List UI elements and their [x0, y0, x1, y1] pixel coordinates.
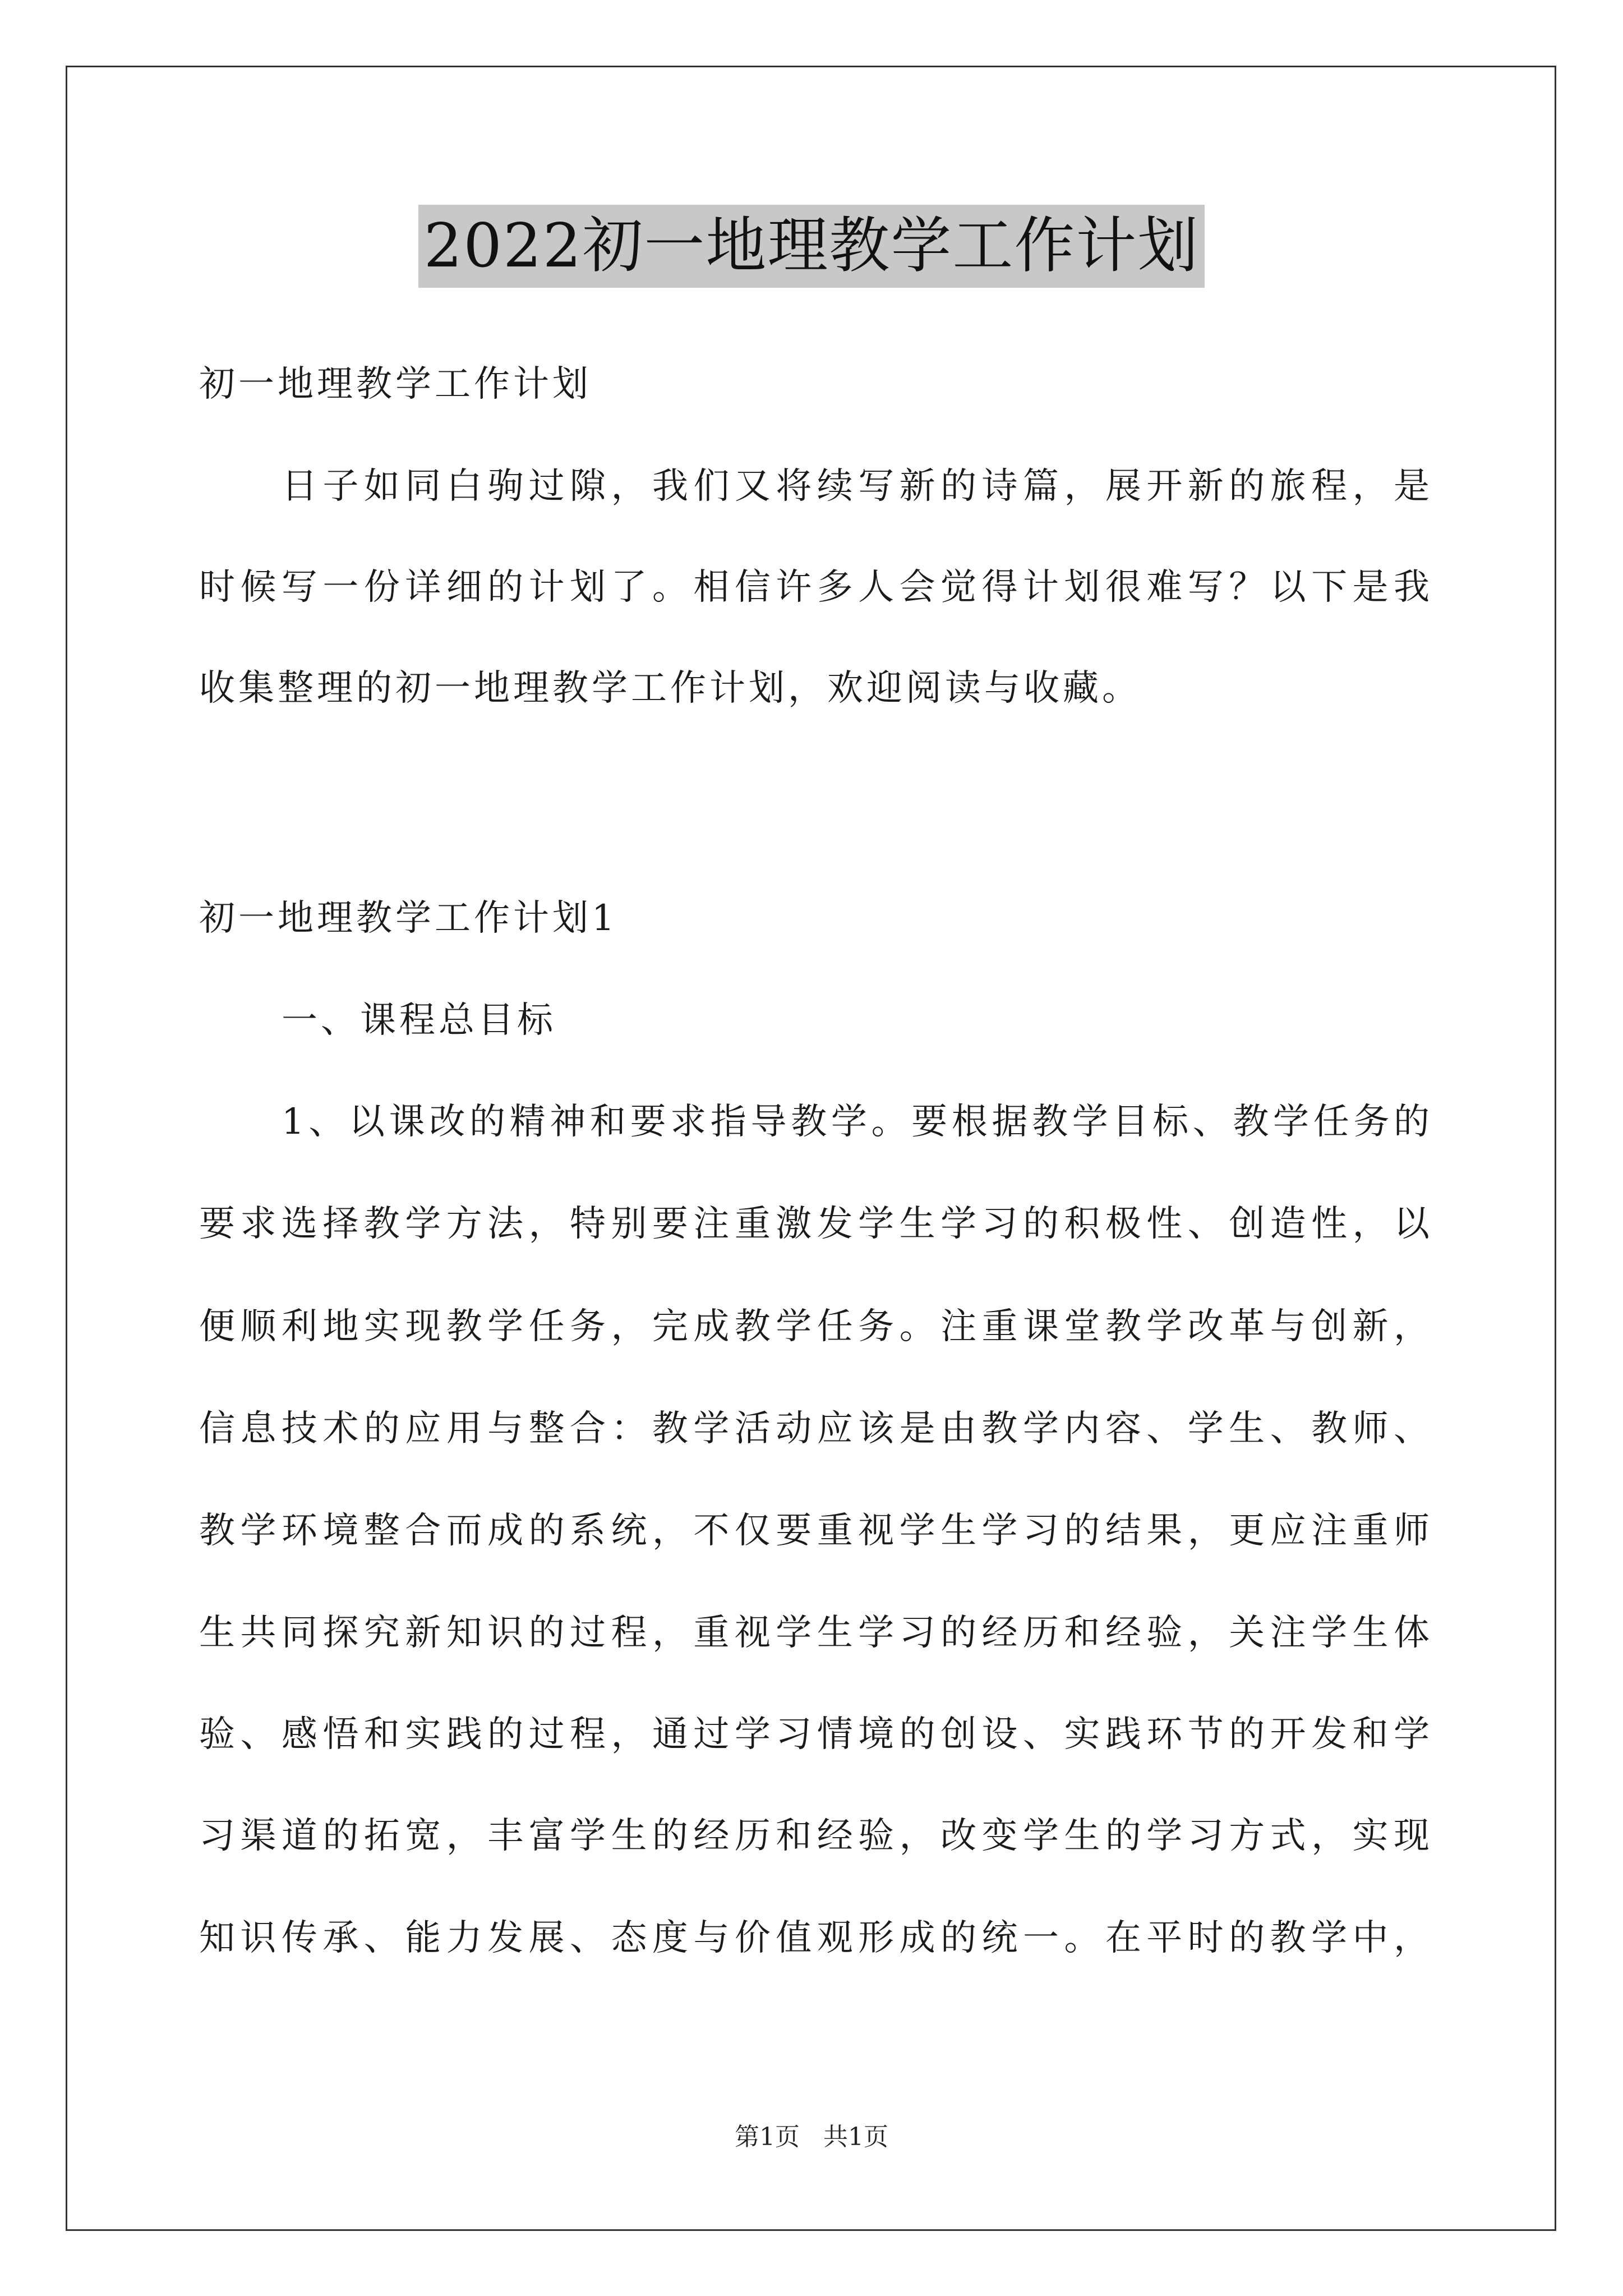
page-footer — [0, 2120, 1623, 2154]
body-line-4: 信息技术的应用与整合：教学活动应该是由教学内容、学生、教师、 — [199, 1408, 1433, 1450]
section-heading: 初一地理教学工作计划1 — [199, 898, 618, 939]
intro-line-3: 收集整理的初一地理教学工作计划，欢迎阅读与收藏。 — [199, 668, 1141, 709]
body-line-9: 知识传承、能力发展、态度与价值观形成的统一。在平时的教学中， — [199, 1917, 1433, 1959]
intro-line-2: 时候写一份详细的计划了。相信许多人会觉得计划很难写？以下是我 — [199, 567, 1433, 608]
document-subtitle: 初一地理教学工作计划 — [199, 364, 592, 405]
intro-line-1: 日子如同白驹过隙，我们又将续写新的诗篇，展开新的旅程，是 — [282, 466, 1433, 507]
page-total: 共1页 — [823, 2123, 888, 2151]
body-line-6: 生共同探究新知识的过程，重视学生学习的经历和经验，关注学生体 — [199, 1612, 1433, 1654]
body-line-1: 1、以课改的精神和要求指导教学。要根据教学目标、教学任务的 — [282, 1101, 1433, 1143]
subsection-heading: 一、课程总目标 — [282, 1000, 556, 1041]
body-line-5: 教学环境整合而成的系统，不仅要重视学生学习的结果，更应注重师 — [199, 1510, 1433, 1552]
body-line-8: 习渠道的拓宽，丰富学生的经历和经验，改变学生的学习方式，实现 — [199, 1815, 1433, 1857]
title-container — [0, 205, 1623, 288]
body-line-2: 要求选择教学方法，特别要注重激发学生学习的积极性、创造性，以 — [199, 1203, 1433, 1245]
document-title: 2022初一地理教学工作计划 — [418, 205, 1205, 288]
body-line-7: 验、感悟和实践的过程，通过学习情境的创设、实践环节的开发和学 — [199, 1714, 1433, 1755]
body-line-3: 便顺利地实现教学任务，完成教学任务。注重课堂教学改革与创新， — [199, 1306, 1433, 1347]
page-number: 第1页 — [735, 2123, 800, 2151]
